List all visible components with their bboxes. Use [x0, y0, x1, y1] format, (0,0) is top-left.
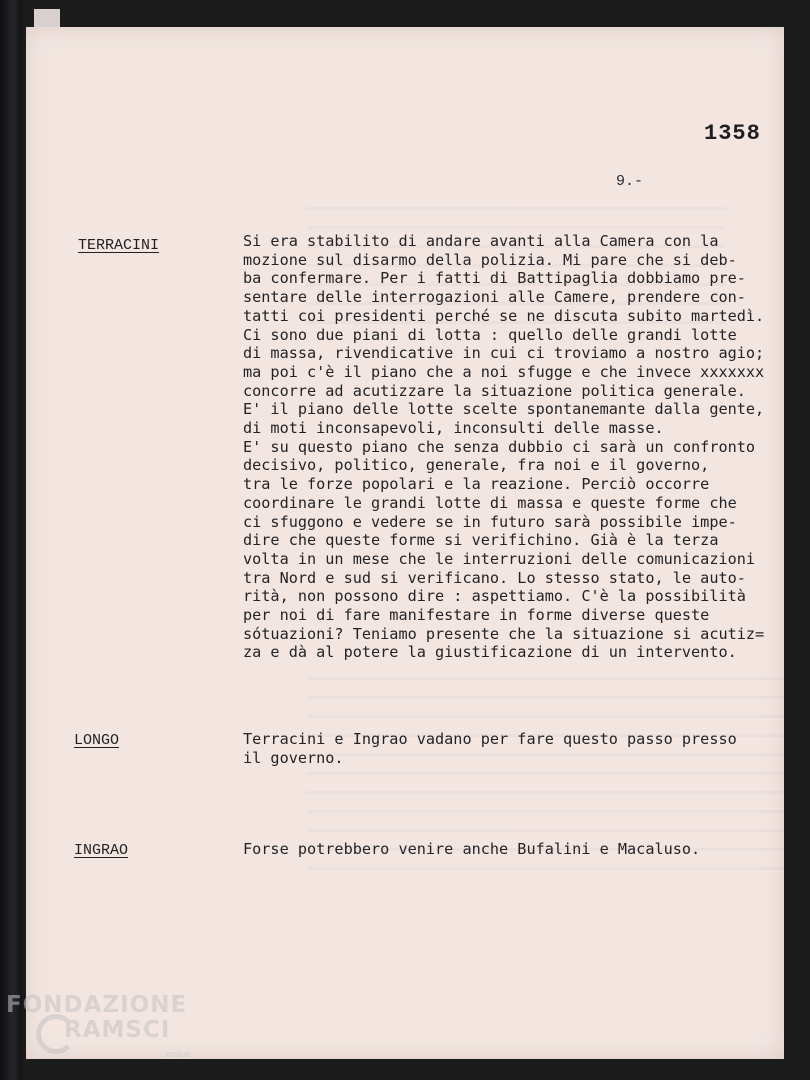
binder-edge	[0, 0, 22, 1080]
speech-text: Terracini e Ingrao vadano per fare questo passo presso il governo.	[243, 730, 737, 767]
speaker-name: TERRACINI	[78, 237, 160, 254]
sequence-mark: 9.-	[616, 173, 644, 190]
page-corner-strip	[34, 9, 60, 27]
speaker-name: INGRAO	[74, 842, 129, 859]
watermark-line-2: RAMSCI	[64, 1017, 171, 1043]
watermark-line-1: FONDAZIONE	[6, 992, 188, 1018]
speech-text: Forse potrebbero venire anche Bufalini e Macaluso.	[243, 840, 701, 858]
watermark-suffix: onlus	[166, 1050, 191, 1060]
speech-text: Si era stabilito di andare avanti alla Camera con la mozione sul disarmo della polizia. Mi pare che si deb- ba confermare. Per i fatti di Battipaglia dobbiamo pre- sentare delle interrogazioni alle Camere, prendere con- tatti coi presidenti perché se ne discuta subito martedì. Ci sono due piani di lotta : quello delle grandi lotte di massa, rivendicative in cui ci troviamo a nostro agio; ma poi c'è il piano che a noi sfugge e che invece xxxxxxx concorre ad acutizzare la situazione politica generale. E' il piano delle lotte scelte spontanemante dalla gente, di moti inconsapevoli, inconsulti delle masse. E' su questo piano che senza dubbio ci sarà un confronto decisivo, politico, generale, fra noi e il governo, tra le forze popolari e la reazione. Perciò occorre coordinare le grandi lotte di massa e queste forme che ci sfuggono e vedere se in futuro sarà possibile impe- dire che queste forme si verifichino. Già è la terza volta in un mese che le interruzioni delle comunicazioni tra Nord e sud si verificano. Lo stesso stato, le auto- rità, non possono dire : aspettiamo. C'è la possibilità per noi di fare manifestare in forme diverse queste sótuazioni? Teniamo presente che la situazione si acutiz= za e dà al potere la giustificazione di un intervento.	[243, 232, 765, 662]
document-page	[26, 27, 784, 1059]
page-number: 1358	[704, 121, 761, 146]
speaker-name: LONGO	[74, 732, 120, 749]
fondazione-gramsci-watermark	[6, 992, 206, 1072]
